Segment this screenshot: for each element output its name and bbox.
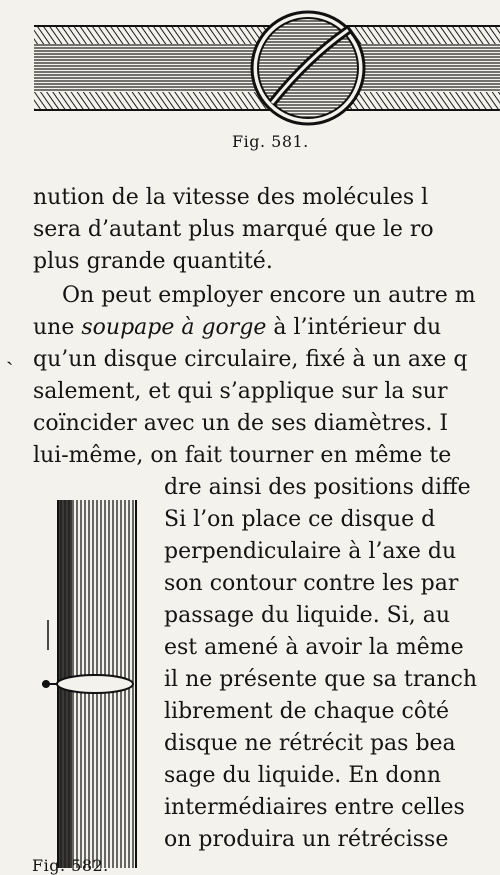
vertical-pipe-illustration — [28, 500, 138, 868]
text-line: lui-même, on fait tourner en même te — [33, 443, 452, 468]
text-line: nution de la vitesse des molécules l — [33, 185, 429, 210]
text-line: il ne présente que sa tranch — [164, 667, 477, 692]
text-line: disque ne rétrécit pas bea — [164, 731, 456, 756]
text-line: On peut employer encore un autre m — [62, 283, 476, 308]
text-line: sera d’autant plus marqué que le ro — [33, 217, 434, 242]
text-line: salement, et qui s’applique sur la sur — [33, 379, 448, 404]
text-line: est amené à avoir la même — [164, 635, 464, 660]
text-line: une soupape à gorge à l’intérieur du — [33, 315, 442, 340]
text-line: passage du liquide. Si, au — [164, 603, 451, 628]
text-line: qu’un disque circulaire, fixé à un axe q — [33, 347, 468, 372]
margin-mark: ˎ — [6, 341, 14, 366]
text-line: plus grande quantité. — [33, 249, 273, 274]
text-line: son contour contre les par — [164, 571, 459, 596]
figure-caption-581: Fig. 581. — [232, 132, 309, 151]
figure-caption-582: Fig. 582. — [32, 856, 109, 875]
text-line: coïncider avec un de ses diamètres. I — [33, 411, 449, 436]
text-line: on produira un rétrécisse — [164, 827, 449, 852]
pipe-valve-illustration — [30, 8, 500, 126]
italic-term: soupape à gorge — [81, 315, 267, 340]
text-line: librement de chaque côté — [164, 699, 449, 724]
text-line: dre ainsi des positions diffe — [164, 475, 471, 500]
text-line: perpendiculaire à l’axe du — [164, 539, 457, 564]
text-line: sage du liquide. En donn — [164, 763, 442, 788]
text-line: Si l’on place ce disque d — [164, 507, 436, 532]
text-line: intermédiaires entre celles — [164, 795, 465, 820]
